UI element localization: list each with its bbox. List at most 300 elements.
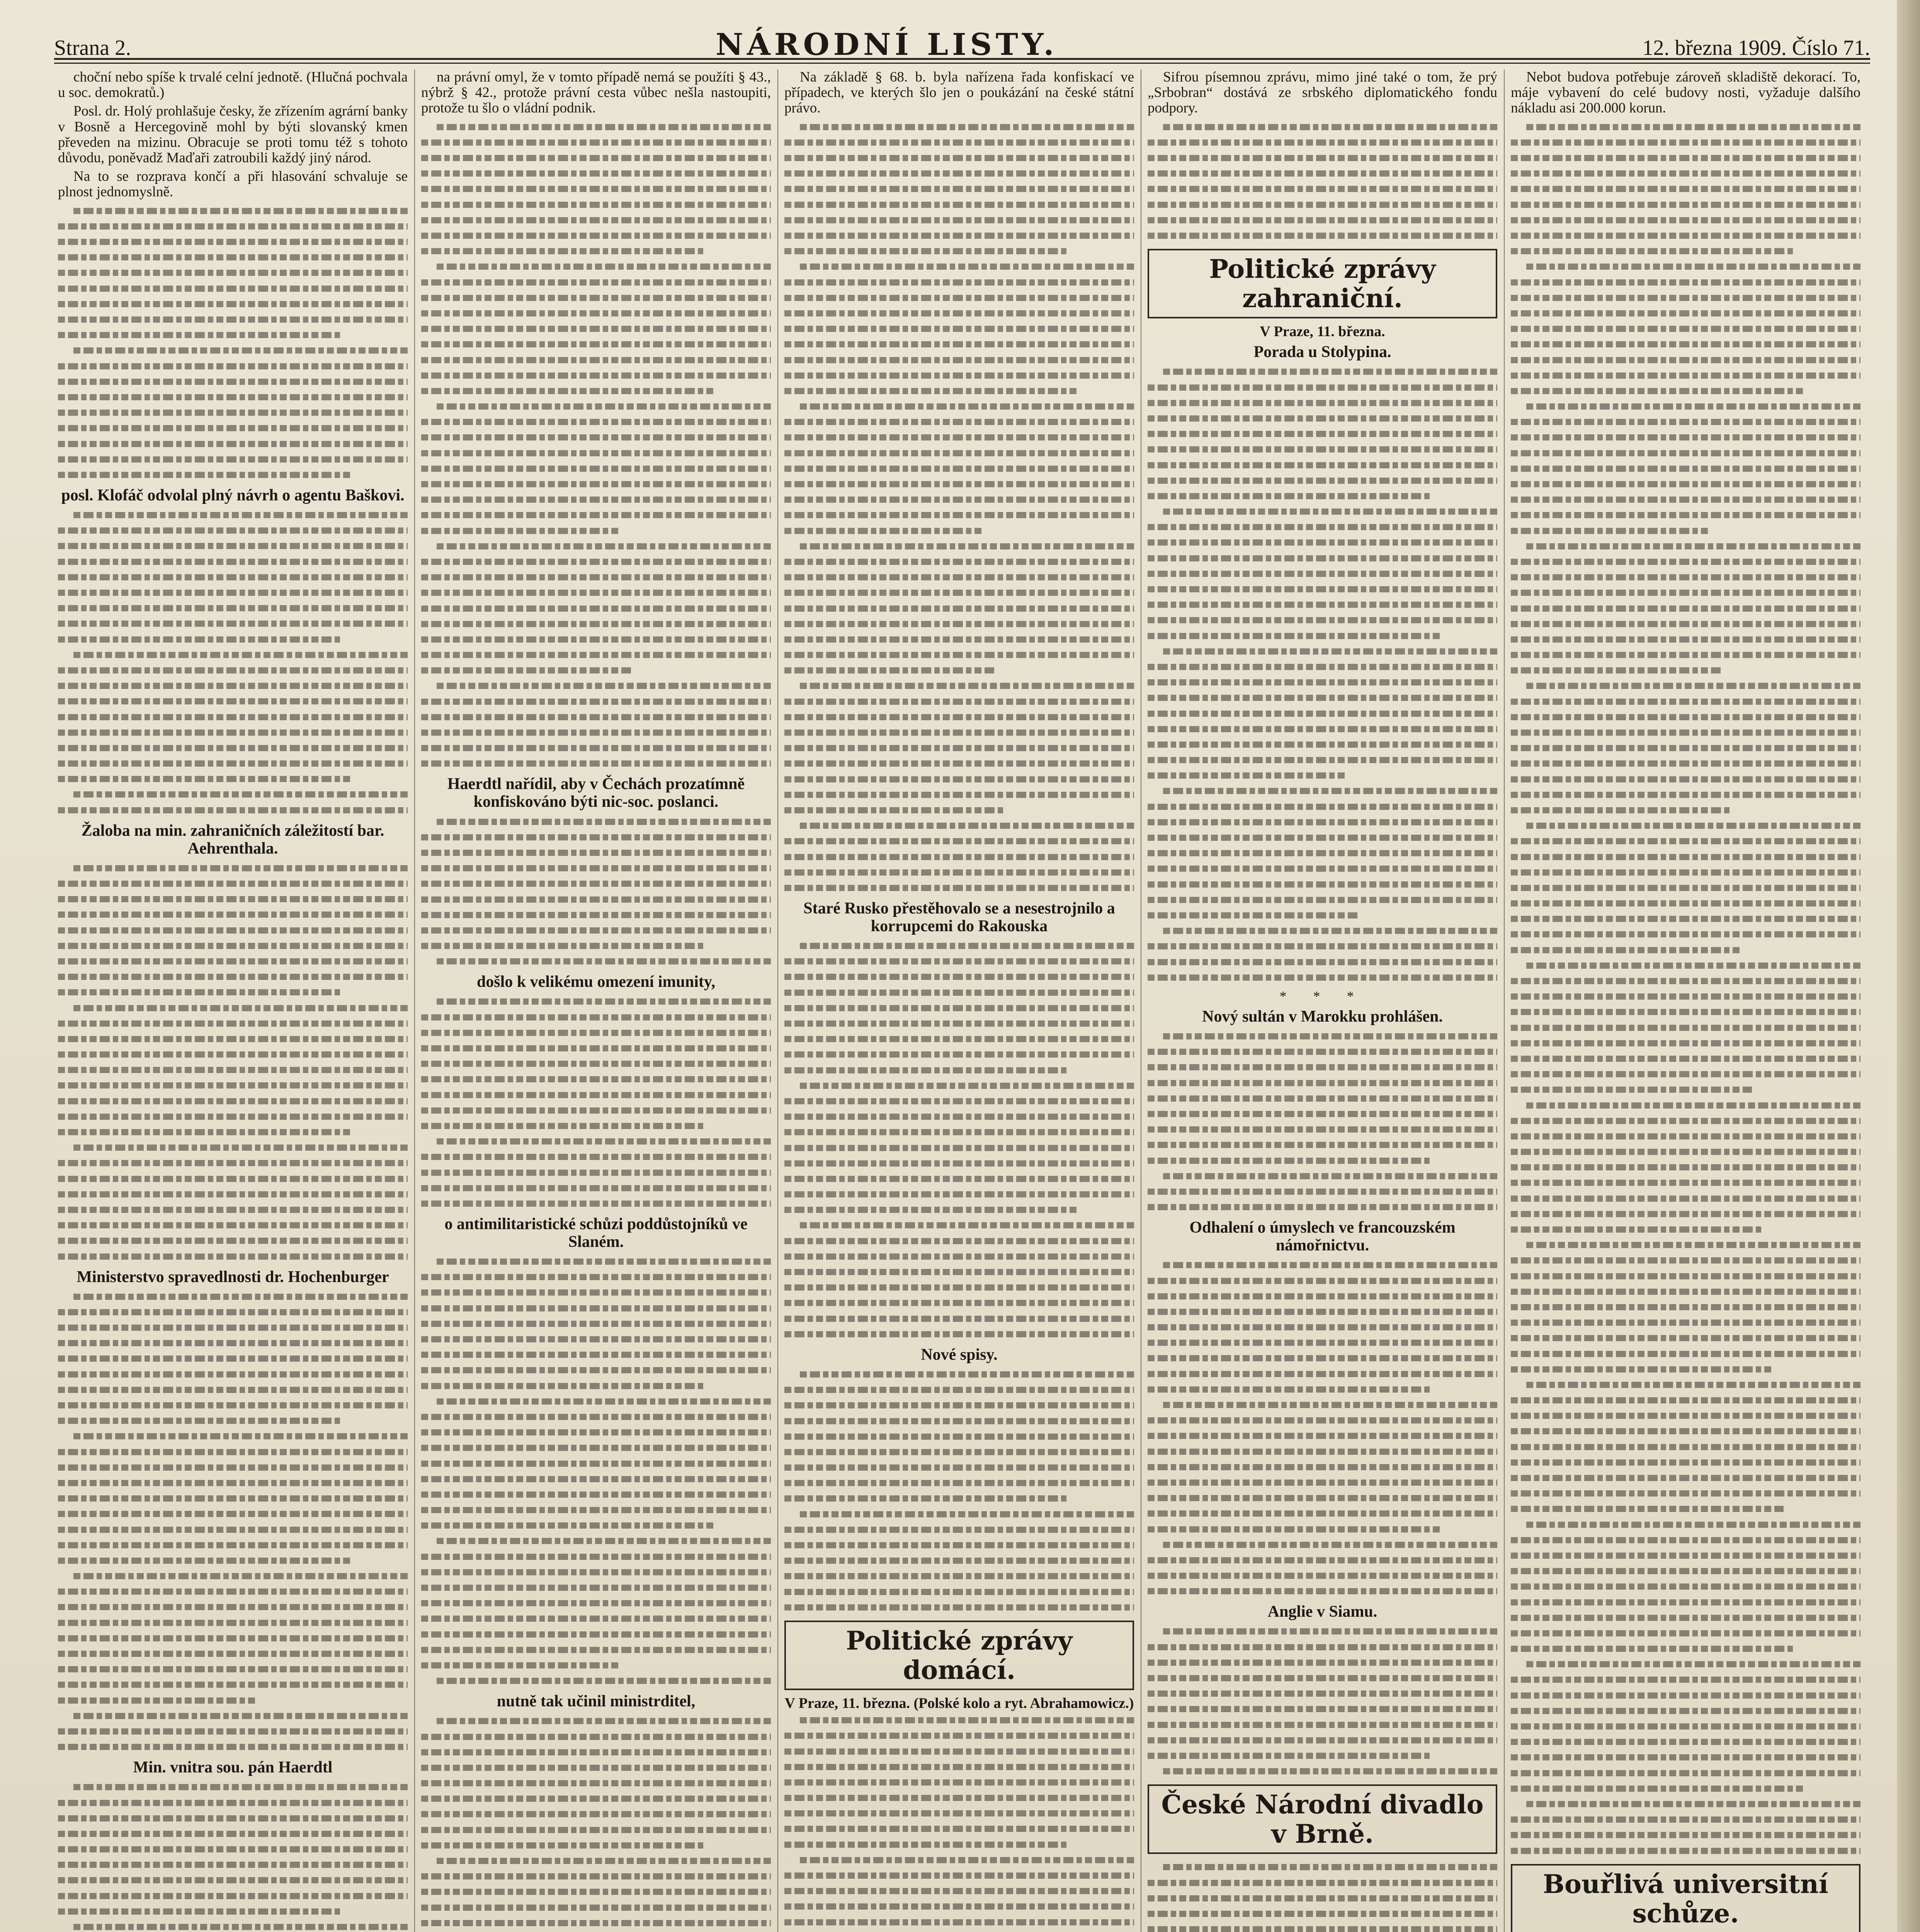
text-line xyxy=(58,1444,408,1460)
text-line xyxy=(784,1852,1134,1868)
text-line xyxy=(1148,119,1497,135)
text-line xyxy=(784,771,1134,787)
text-line xyxy=(58,1904,408,1919)
text-line xyxy=(421,585,771,600)
text-line xyxy=(1511,1191,1860,1206)
text-line xyxy=(784,1868,1134,1883)
text-line xyxy=(784,1522,1134,1537)
text-line xyxy=(1511,958,1860,973)
text-line xyxy=(58,1031,408,1047)
text-line xyxy=(784,290,1134,306)
text-line xyxy=(784,1031,1134,1047)
text-line xyxy=(1148,737,1497,752)
text-line xyxy=(1511,1719,1860,1734)
text-line xyxy=(784,1202,1134,1218)
text-line xyxy=(1148,1413,1497,1428)
body-text-lines xyxy=(1148,364,1497,985)
text-line xyxy=(1511,740,1860,756)
text-line xyxy=(58,1631,408,1646)
text-line xyxy=(784,1915,1134,1930)
text-line xyxy=(58,1537,408,1553)
text-line xyxy=(58,1795,408,1810)
subheading: Nové spisy. xyxy=(921,1345,998,1364)
text-line xyxy=(58,787,408,802)
text-line xyxy=(1148,1106,1497,1122)
text-line xyxy=(421,446,771,461)
body-text-lines xyxy=(1148,1859,1497,1932)
text-line xyxy=(421,1332,771,1347)
text-line xyxy=(784,352,1134,367)
text-line xyxy=(1511,570,1860,585)
masthead xyxy=(54,27,1870,60)
text-line xyxy=(784,954,1134,969)
text-line xyxy=(421,1025,771,1041)
text-line xyxy=(421,1642,771,1658)
text-line xyxy=(58,1872,408,1888)
masthead-rule xyxy=(54,63,1870,64)
text-line xyxy=(1511,663,1860,678)
text-line xyxy=(58,923,408,938)
text-line xyxy=(421,1103,771,1118)
page-binding-edge xyxy=(1897,0,1920,1932)
text-line xyxy=(1148,1639,1497,1655)
text-line xyxy=(58,250,408,265)
text-line xyxy=(58,585,408,600)
text-line xyxy=(784,570,1134,585)
text-line xyxy=(421,213,771,228)
text-line xyxy=(421,1316,771,1332)
text-line xyxy=(58,1429,408,1444)
text-line xyxy=(58,1662,408,1677)
text-line xyxy=(1148,1382,1497,1397)
text-line xyxy=(1511,725,1860,740)
text-line xyxy=(1148,504,1497,519)
text-line xyxy=(421,1254,771,1269)
text-line xyxy=(58,1584,408,1599)
text-line xyxy=(1511,259,1860,274)
text-line xyxy=(784,213,1134,228)
text-line xyxy=(1148,1733,1497,1748)
text-line xyxy=(58,1289,408,1304)
text-line xyxy=(784,135,1134,150)
text-line xyxy=(784,849,1134,864)
text-line xyxy=(421,1440,771,1456)
body-text-lines xyxy=(421,1254,771,1689)
text-line xyxy=(1511,368,1860,383)
text-line xyxy=(784,1728,1134,1743)
text-line xyxy=(58,389,408,405)
text-line xyxy=(784,197,1134,213)
text-line xyxy=(421,507,771,523)
column-3 xyxy=(784,70,1134,1932)
text-line xyxy=(58,523,408,538)
text-line xyxy=(58,554,408,570)
text-line xyxy=(1511,1641,1860,1656)
text-line xyxy=(1148,582,1497,597)
column-2 xyxy=(421,70,771,1932)
text-line xyxy=(1511,1377,1860,1393)
text-line xyxy=(58,600,408,616)
subheading: Ministerstvo spravedlnosti dr. Hochenburger xyxy=(77,1268,389,1286)
text-line xyxy=(58,1109,408,1124)
text-line xyxy=(784,1382,1134,1398)
text-line xyxy=(1148,675,1497,690)
text-line xyxy=(1148,395,1497,411)
text-line xyxy=(1148,1521,1497,1537)
text-line xyxy=(784,880,1134,896)
text-line xyxy=(784,430,1134,445)
text-line xyxy=(784,461,1134,476)
body-text-lines xyxy=(1148,1029,1497,1215)
text-line xyxy=(58,234,408,250)
subheading: Nový sultán v Marokku prohlášen. xyxy=(1202,1008,1443,1026)
text-line xyxy=(1148,1764,1497,1779)
text-line xyxy=(421,632,771,647)
text-line xyxy=(58,1047,408,1062)
text-line xyxy=(421,181,771,197)
text-line xyxy=(421,830,771,845)
text-line xyxy=(421,414,771,430)
text-line xyxy=(1511,352,1860,367)
text-line xyxy=(784,803,1134,818)
text-line xyxy=(1511,803,1860,818)
text-line xyxy=(58,327,408,343)
text-line xyxy=(58,1779,408,1795)
text-line xyxy=(1511,1594,1860,1610)
text-line xyxy=(421,1196,771,1211)
text-line xyxy=(58,1413,408,1429)
text-line xyxy=(1511,1160,1860,1175)
text-line xyxy=(421,166,771,181)
text-line xyxy=(58,1000,408,1015)
text-line xyxy=(58,436,408,451)
text-line xyxy=(1511,771,1860,787)
text-line xyxy=(58,803,408,818)
text-line xyxy=(784,1109,1134,1124)
text-line xyxy=(1511,1439,1860,1455)
text-line xyxy=(421,554,771,570)
text-line xyxy=(1511,166,1860,181)
text-line xyxy=(784,337,1134,352)
text-line xyxy=(421,740,771,756)
text-line xyxy=(58,1708,408,1724)
text-line xyxy=(421,1822,771,1838)
text-line xyxy=(1511,197,1860,213)
text-line xyxy=(784,632,1134,647)
column-rule xyxy=(777,70,778,1932)
text-line xyxy=(784,414,1134,430)
text-line xyxy=(58,343,408,358)
body-text-lines xyxy=(58,203,408,483)
text-line xyxy=(1511,1750,1860,1765)
text-line xyxy=(58,1506,408,1522)
text-line xyxy=(421,1729,771,1744)
text-line xyxy=(421,1269,771,1285)
section-heading-box: Bouřlivá universitní schůze. xyxy=(1511,1864,1860,1932)
text-line xyxy=(1148,628,1497,644)
text-line xyxy=(421,694,771,709)
text-line xyxy=(58,1078,408,1093)
column-rule xyxy=(1504,70,1505,1932)
issue-date: 12. března 1909. Číslo 71. xyxy=(1642,36,1870,60)
paragraph: choční nebo spíše k trvalé celní jednotě. (Hlučná pochvala u soc. demokratů.) xyxy=(58,69,408,101)
text-line xyxy=(421,321,771,337)
text-line xyxy=(58,1367,408,1382)
text-line xyxy=(58,1062,408,1078)
text-line xyxy=(784,585,1134,600)
text-line xyxy=(1148,1624,1497,1639)
text-line xyxy=(1148,1122,1497,1137)
text-line xyxy=(784,1568,1134,1584)
text-line xyxy=(784,1553,1134,1568)
text-line xyxy=(421,1425,771,1440)
text-line xyxy=(1511,1066,1860,1082)
text-line xyxy=(421,259,771,274)
text-line xyxy=(58,969,408,985)
text-line xyxy=(58,1320,408,1335)
text-line xyxy=(421,1149,771,1165)
text-line xyxy=(421,1595,771,1611)
text-line xyxy=(1148,488,1497,504)
text-line xyxy=(421,1087,771,1102)
text-line xyxy=(1511,1501,1860,1517)
text-line xyxy=(1148,1257,1497,1273)
text-line xyxy=(58,452,408,467)
body-text-lines xyxy=(421,119,771,772)
text-line xyxy=(58,861,408,876)
text-line xyxy=(58,405,408,420)
text-line xyxy=(784,306,1134,321)
text-line xyxy=(1511,1206,1860,1222)
text-line xyxy=(1511,1656,1860,1672)
text-line xyxy=(1511,833,1860,849)
text-line xyxy=(1511,1765,1860,1781)
text-line xyxy=(58,1615,408,1631)
paragraph: Posl. dr. Holý prohlašuje česky, že zřízením agrární banky v Bosně a Hercegovině mohl by býti slovanský kmen převeden na mizinu. Obracuje se proti tomu též s tohoto důvodu, poněvadž Maďaři zatroubili každý jiný národ. xyxy=(58,103,408,166)
text-line xyxy=(58,1335,408,1351)
text-line xyxy=(784,1062,1134,1078)
text-line xyxy=(784,1264,1134,1280)
subheading: o antimilitaristické schůzi poddůstojníků ve Slaném. xyxy=(444,1215,748,1251)
text-line xyxy=(421,430,771,445)
text-line xyxy=(1148,721,1497,737)
text-line xyxy=(1148,892,1497,908)
text-line xyxy=(58,1351,408,1366)
newspaper-title: NÁRODNÍ LISTY. xyxy=(715,27,1058,62)
text-line xyxy=(784,1600,1134,1615)
text-line xyxy=(421,492,771,507)
subheading: Anglie v Siamu. xyxy=(1267,1603,1378,1621)
text-line xyxy=(58,1124,408,1140)
text-line xyxy=(1148,380,1497,395)
text-line xyxy=(1511,274,1860,290)
text-line xyxy=(1511,337,1860,352)
text-line xyxy=(58,203,408,219)
text-line xyxy=(421,1884,771,1900)
text-line xyxy=(1511,321,1860,337)
text-line xyxy=(58,1888,408,1904)
text-line xyxy=(58,1739,408,1755)
text-line xyxy=(784,523,1134,538)
text-line xyxy=(784,1311,1134,1326)
text-line xyxy=(421,1362,771,1378)
text-line xyxy=(1148,1686,1497,1701)
text-line xyxy=(784,383,1134,399)
text-line xyxy=(58,1016,408,1031)
text-line xyxy=(421,1869,771,1884)
text-line xyxy=(421,845,771,861)
subheading: Porada u Stolypina. xyxy=(1253,343,1391,361)
body-text-lines xyxy=(1148,1624,1497,1779)
text-line xyxy=(421,290,771,306)
column-5 xyxy=(1511,70,1860,1932)
text-line xyxy=(1511,973,1860,989)
text-line xyxy=(784,1413,1134,1429)
text-line xyxy=(1511,616,1860,632)
text-line xyxy=(1511,1237,1860,1253)
text-line xyxy=(58,1155,408,1171)
text-line xyxy=(58,678,408,694)
text-line xyxy=(784,1047,1134,1062)
text-line xyxy=(784,1327,1134,1342)
text-line xyxy=(1148,228,1497,243)
text-line xyxy=(1148,644,1497,659)
text-line xyxy=(1148,1655,1497,1670)
text-line xyxy=(58,616,408,631)
text-line xyxy=(1511,1827,1860,1843)
text-line xyxy=(784,833,1134,849)
dateline: V Praze, 11. března. xyxy=(1260,323,1385,340)
text-line xyxy=(1148,877,1497,892)
text-line xyxy=(421,197,771,213)
subheading: nutně tak učinil ministrditel, xyxy=(497,1692,696,1711)
body-text-lines xyxy=(1511,119,1860,1859)
text-line xyxy=(1511,1563,1860,1579)
text-line xyxy=(1511,1486,1860,1501)
text-line xyxy=(421,352,771,367)
text-line xyxy=(784,1584,1134,1599)
text-line xyxy=(421,814,771,829)
text-line xyxy=(1148,1060,1497,1075)
text-line xyxy=(1148,954,1497,969)
text-line xyxy=(784,709,1134,725)
text-line xyxy=(1511,600,1860,616)
text-line xyxy=(1511,539,1860,554)
text-line xyxy=(784,1930,1134,1932)
text-line xyxy=(1511,849,1860,864)
text-line xyxy=(784,228,1134,243)
text-line xyxy=(421,1487,771,1502)
text-line xyxy=(1148,923,1497,939)
text-line xyxy=(1148,1184,1497,1199)
text-line xyxy=(1148,135,1497,150)
body-text-lines xyxy=(784,1367,1134,1615)
text-line xyxy=(1511,647,1860,663)
text-line xyxy=(1511,1315,1860,1330)
text-line xyxy=(421,135,771,150)
text-line xyxy=(58,954,408,969)
text-line xyxy=(58,420,408,436)
text-line xyxy=(58,1398,408,1413)
text-line xyxy=(784,694,1134,709)
text-line xyxy=(1148,768,1497,783)
text-line xyxy=(1148,939,1497,954)
body-text-lines xyxy=(421,1713,771,1932)
text-line xyxy=(1511,1423,1860,1439)
text-line xyxy=(1148,1475,1497,1490)
text-line xyxy=(1511,1284,1860,1299)
text-line xyxy=(58,1568,408,1584)
text-line xyxy=(784,1156,1134,1171)
body-text-lines xyxy=(421,814,771,969)
text-line xyxy=(58,1491,408,1506)
text-line xyxy=(58,876,408,891)
text-line xyxy=(1511,399,1860,414)
text-line xyxy=(784,539,1134,554)
text-line xyxy=(58,647,408,663)
text-line xyxy=(58,359,408,374)
text-line xyxy=(784,1444,1134,1460)
text-line xyxy=(784,507,1134,523)
text-line xyxy=(421,1041,771,1056)
text-line xyxy=(1511,1175,1860,1190)
text-line xyxy=(1511,476,1860,492)
text-line xyxy=(784,1249,1134,1264)
text-line xyxy=(421,876,771,891)
text-line xyxy=(784,1837,1134,1852)
text-line xyxy=(58,709,408,724)
text-line xyxy=(421,907,771,923)
section-heading-box: Politické zprávy zahraniční. xyxy=(1148,249,1497,318)
text-line xyxy=(784,756,1134,771)
text-line xyxy=(58,1218,408,1233)
text-line xyxy=(58,538,408,554)
text-line xyxy=(1148,1922,1497,1932)
text-line xyxy=(1148,1075,1497,1091)
text-line xyxy=(1148,659,1497,675)
text-line xyxy=(58,1304,408,1320)
text-line xyxy=(1148,566,1497,582)
text-line xyxy=(1511,1004,1860,1020)
text-line xyxy=(1511,1113,1860,1129)
text-line xyxy=(1511,1408,1860,1423)
text-line xyxy=(784,1124,1134,1140)
text-line xyxy=(421,616,771,632)
text-line xyxy=(1148,830,1497,845)
text-line xyxy=(784,1094,1134,1109)
text-line xyxy=(421,119,771,135)
text-line xyxy=(784,476,1134,492)
text-line xyxy=(58,694,408,709)
text-line xyxy=(421,1118,771,1134)
text-line xyxy=(421,1471,771,1487)
text-line xyxy=(58,907,408,922)
text-line xyxy=(1511,1734,1860,1750)
text-line xyxy=(784,1475,1134,1491)
text-line xyxy=(1511,1330,1860,1346)
text-line xyxy=(421,1611,771,1626)
text-line xyxy=(58,1187,408,1202)
subheading: Min. vnitra sou. pán Haerdtl xyxy=(133,1759,333,1777)
text-line xyxy=(1511,1129,1860,1144)
text-line xyxy=(1148,535,1497,550)
text-line xyxy=(784,321,1134,337)
text-line xyxy=(1148,690,1497,706)
text-line xyxy=(421,274,771,290)
text-line xyxy=(421,1518,771,1533)
text-line xyxy=(421,1658,771,1673)
text-line xyxy=(1511,306,1860,321)
